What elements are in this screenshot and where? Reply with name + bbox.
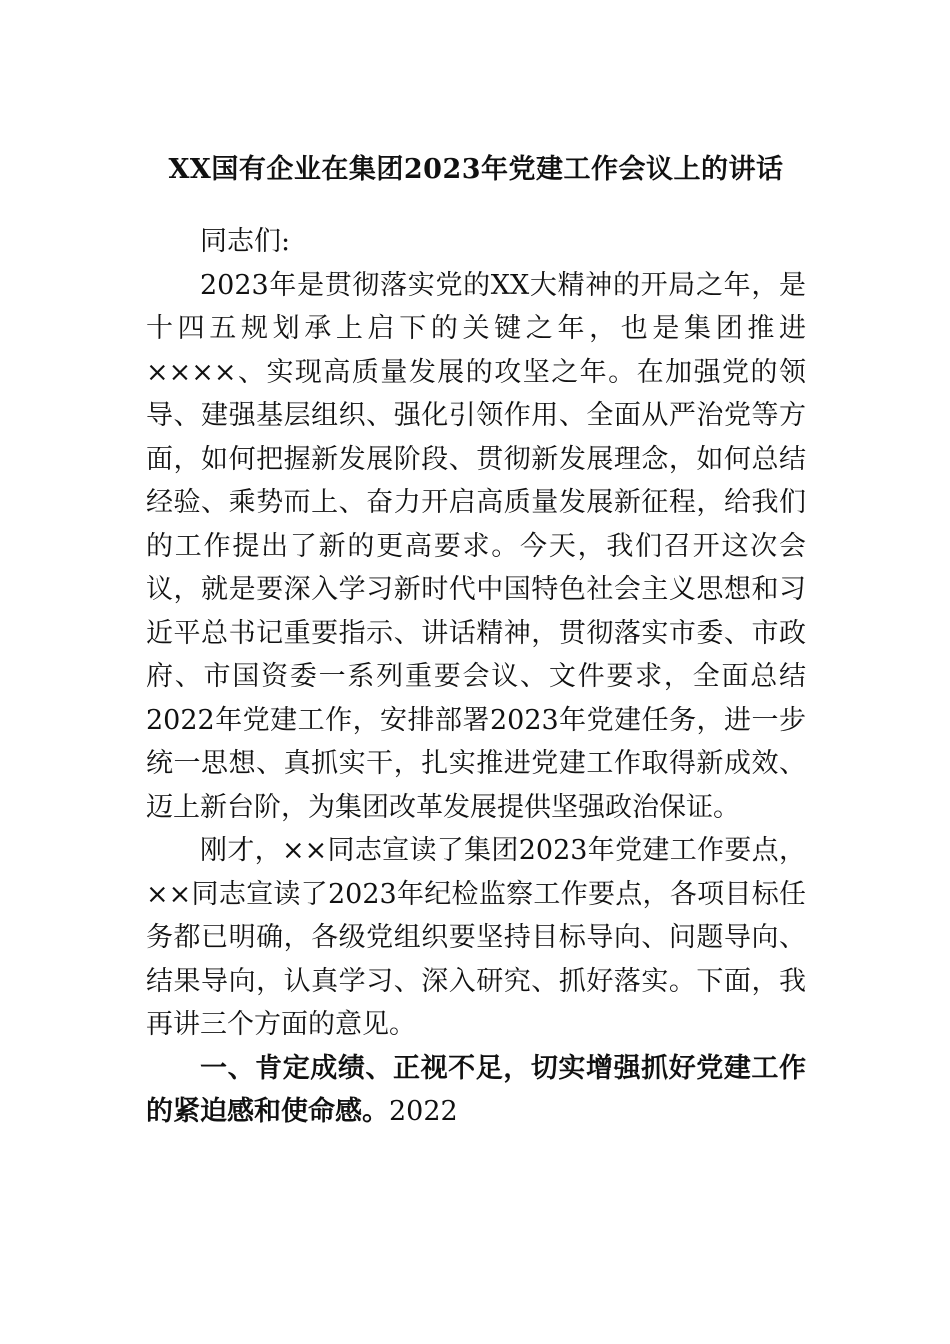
document-body — [146, 220, 806, 1134]
document-title: XX国有企业在集团2023年党建工作会议上的讲话 — [168, 154, 784, 185]
section-1 — [146, 1047, 806, 1134]
section-lead-text: 2022 — [389, 1096, 458, 1127]
section-heading: 一、肯定成绩、正视不足，切实增强抓好党建工作的紧迫感和使命感。 — [146, 1052, 806, 1127]
paragraph-tasks: 刚才，××同志宣读了集团2023年党建工作要点，××同志宣读了2023年纪检监察工作要点，各项目标任务都已明确，各级党组织要坚持目标导向、问题导向、结果导向，认真学习、深入研究、抓好落实。下面，我再讲三个方面的意见。 — [146, 835, 806, 1040]
salutation: 同志们: — [200, 226, 291, 257]
paragraph-intro: 2023年是贯彻落实党的XX大精神的开局之年，是十四五规划承上启下的关键之年，也是集团推进××××、实现高质量发展的攻坚之年。在加强党的领导、建强基层组织、强化引领作用、全面从严治党等方面，如何把握新发展阶段、贯彻新发展理念，如何总结经验、乘势而上、奋力开启高质量发展新征程，给我们的工作提出了新的更高要求。今天，我们召开这次会议，就是要深入学习新时代中国特色社会主义思想和习近平总书记重要指示、讲话精神，贯彻落实市委、市政府、市国资委一系列重要会议、文件要求，全面总结2022年党建工作，安排部署2023年党建任务，进一步统一思想、真抓实干，扎实推进党建工作取得新成效、迈上新台阶，为集团改革发展提供坚强政治保证。 — [146, 269, 806, 823]
